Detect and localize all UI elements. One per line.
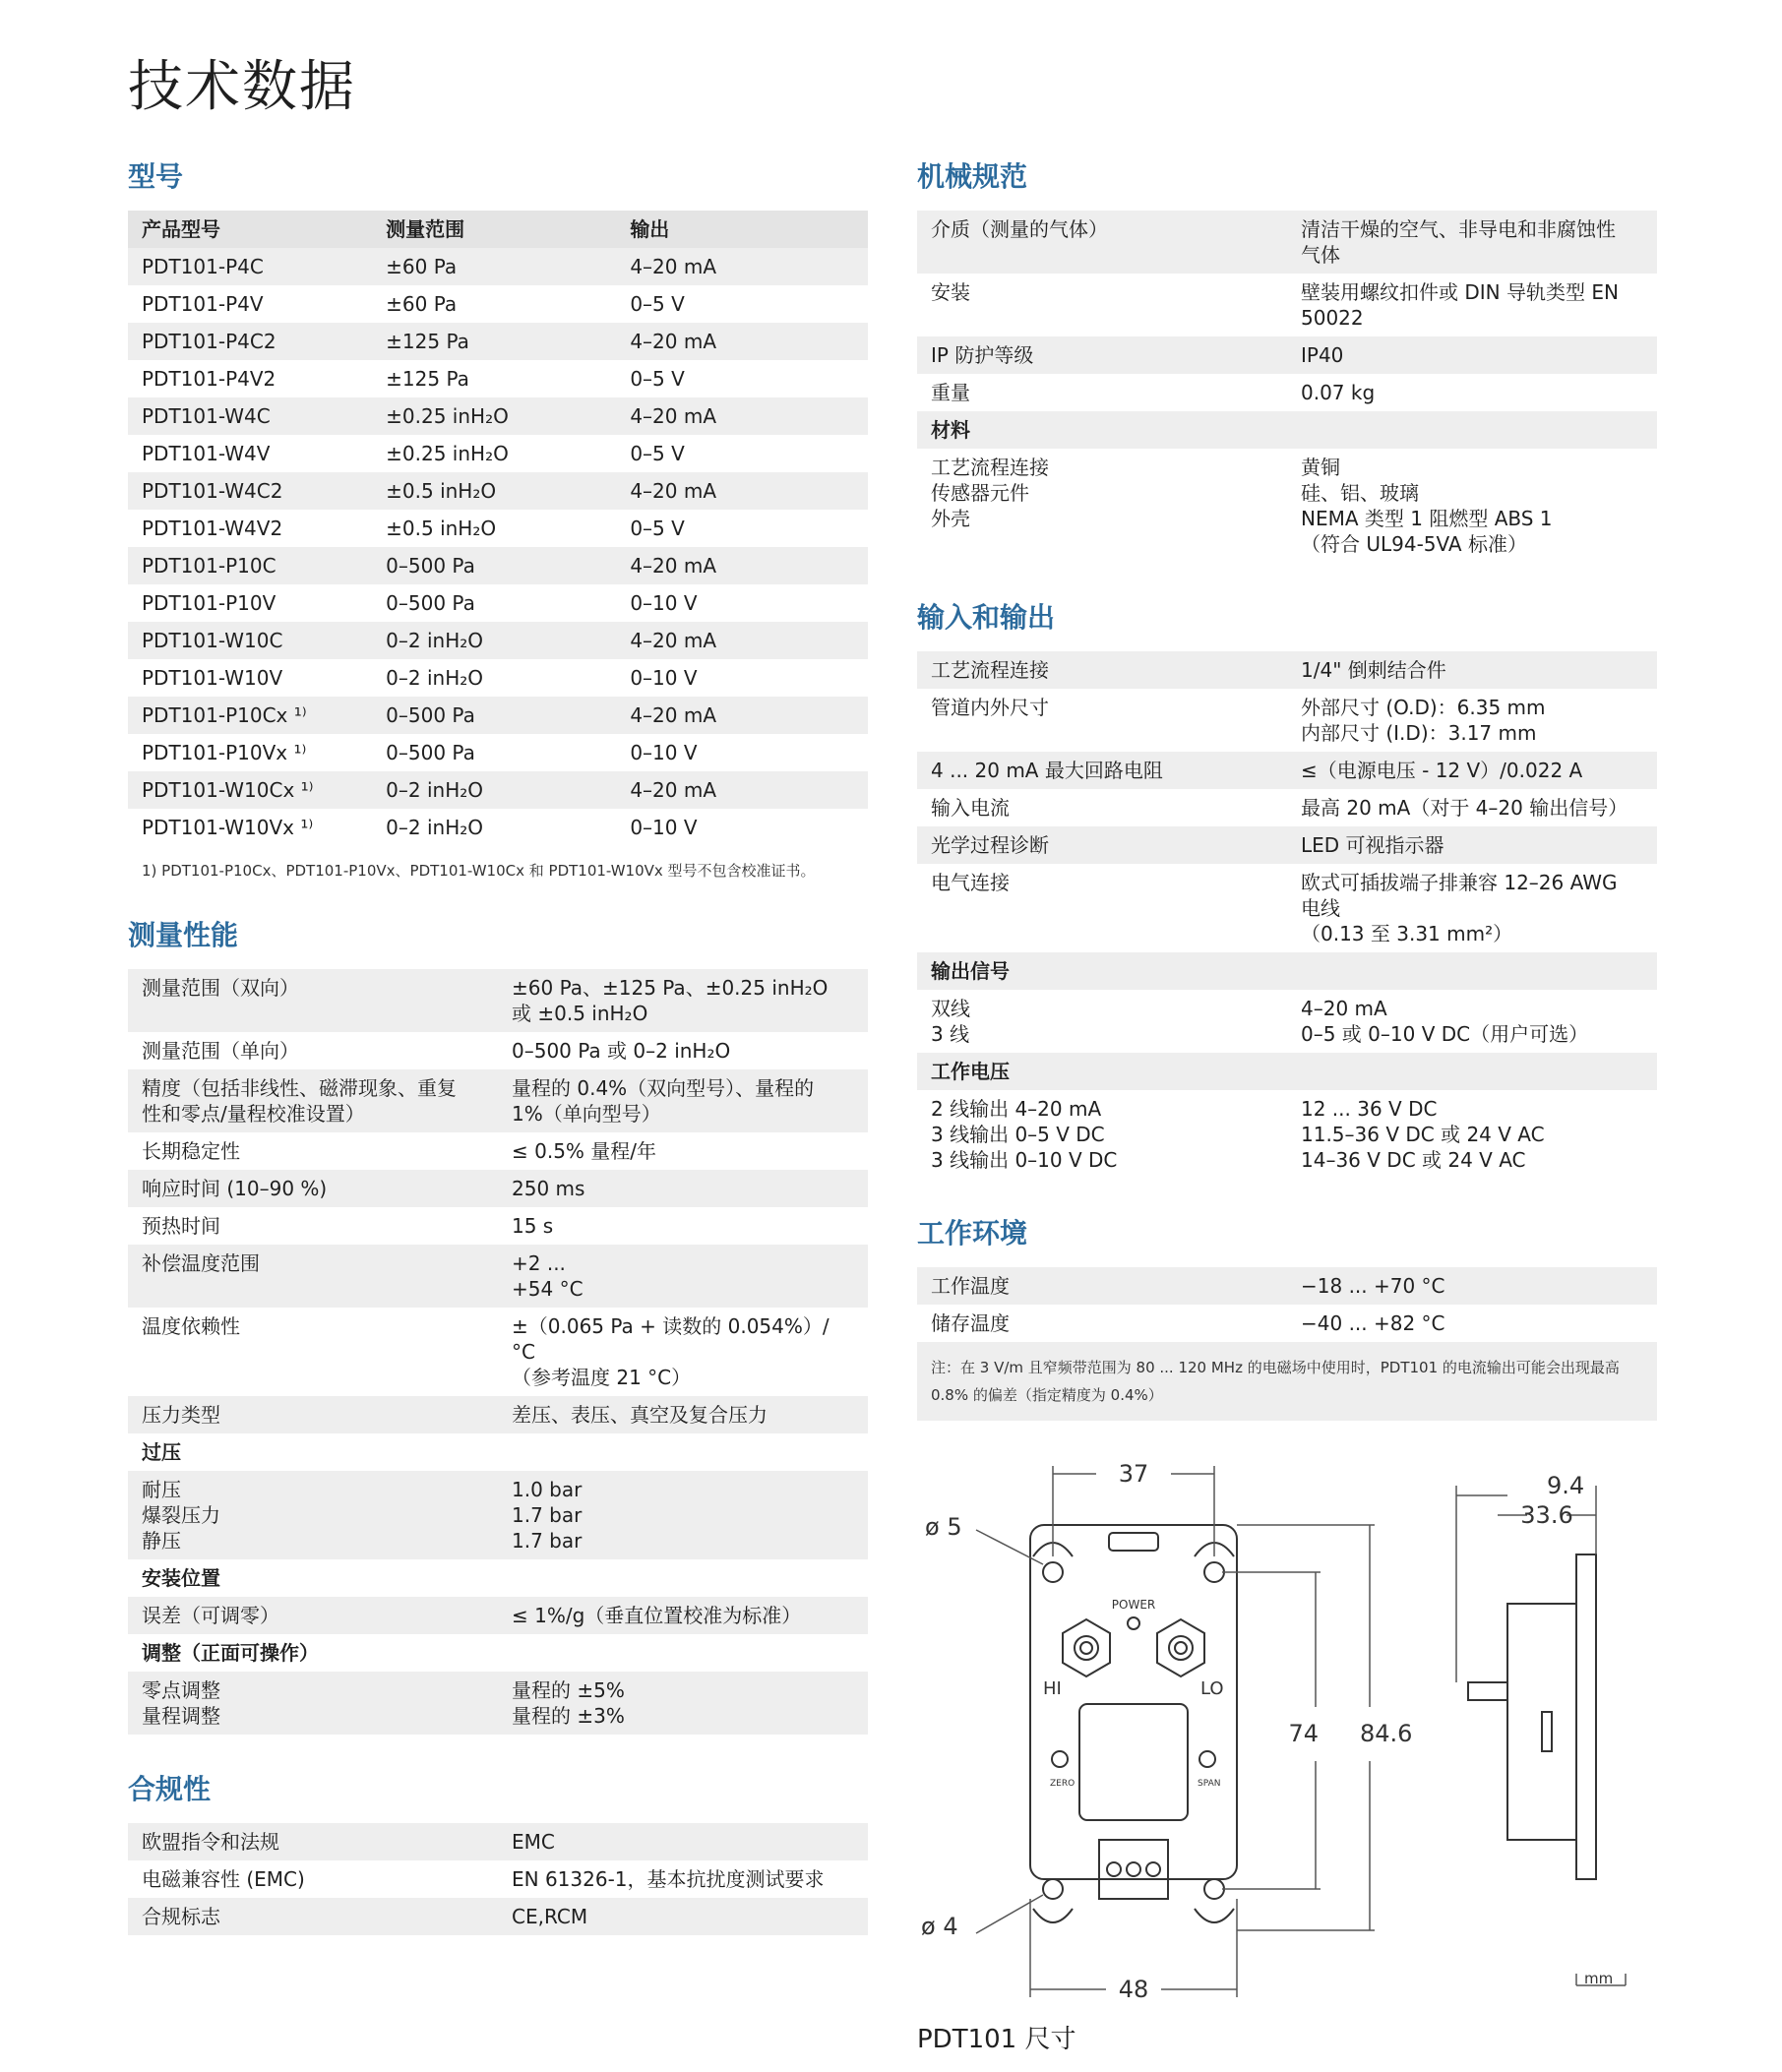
- row-value: 0–500 Pa 或 0–2 inH₂O: [498, 1032, 868, 1069]
- table-row: [128, 1207, 868, 1245]
- row-value: ≤（电源电压 - 12 V）/0.022 A: [1287, 752, 1657, 789]
- row-value: ±（0.065 Pa + 读数的 0.054%）/ °C （参考温度 21 °C）: [498, 1308, 868, 1396]
- model-cell: PDT101-W10Vx ¹⁾: [128, 809, 372, 846]
- row-value: 清洁干燥的空气、非导电和非腐蚀性 气体: [1287, 211, 1657, 274]
- row-label: IP 防护等级: [917, 336, 1287, 374]
- row-value: 12 ... 36 V DC 11.5–36 V DC 或 24 V AC 14–36 V DC 或 24 V AC: [1287, 1090, 1657, 1179]
- section-title-mechanical: 机械规范: [917, 160, 1028, 193]
- range-cell: ±0.5 inH₂O: [372, 472, 616, 510]
- row-value: 0.07 kg: [1287, 374, 1657, 411]
- table-row: [917, 689, 1657, 752]
- mount-hole-top-left: [1043, 1562, 1063, 1582]
- table-row: [917, 1053, 1657, 1090]
- row-label: 工作电压: [917, 1053, 1287, 1090]
- row-label: 误差（可调零）: [128, 1597, 498, 1634]
- header-output: 输出: [616, 211, 868, 248]
- row-label: 电磁兼容性 (EMC): [128, 1860, 498, 1898]
- table-row: [917, 374, 1657, 411]
- row-value: [498, 1634, 868, 1672]
- model-cell: PDT101-W4C: [128, 397, 372, 435]
- range-cell: ±125 Pa: [372, 360, 616, 397]
- environment-note: 注：在 3 V/m 且窄频带范围为 80 ... 120 MHz 的电磁场中使用时，PDT101 的电流输出可能会出现最高 0.8% 的偏差（指定精度为 0.4%）: [917, 1342, 1657, 1421]
- mount-hole-top-right: [1204, 1562, 1224, 1582]
- row-label: 4 ... 20 mA 最大回路电阻: [917, 752, 1287, 789]
- dim-height-inner: 74: [1288, 1720, 1319, 1747]
- header-model: 产品型号: [128, 211, 372, 248]
- output-cell: 0–5 V: [616, 510, 868, 547]
- port-lo: [1157, 1619, 1204, 1676]
- row-value: 最高 20 mA（对于 4–20 输出信号）: [1287, 789, 1657, 826]
- row-value: 4–20 mA 0–5 或 0–10 V DC（用户可选）: [1287, 990, 1657, 1053]
- mount-hole-bottom-left: [1043, 1879, 1063, 1899]
- table-row: [917, 336, 1657, 374]
- unit-label: mm: [1584, 1970, 1614, 1987]
- range-cell: 0–2 inH₂O: [372, 771, 616, 809]
- row-label: 温度依赖性: [128, 1308, 498, 1396]
- table-row: [128, 1032, 868, 1069]
- model-cell: PDT101-P4C2: [128, 323, 372, 360]
- model-cell: PDT101-W4V: [128, 435, 372, 472]
- row-value: [1287, 1053, 1657, 1090]
- model-cell: PDT101-P4V2: [128, 360, 372, 397]
- model-cell: PDT101-P10Cx ¹⁾: [128, 697, 372, 734]
- row-label: 工艺流程连接: [917, 651, 1287, 689]
- dimension-drawing: [917, 1446, 1657, 2017]
- row-value: EN 61326-1，基本抗扰度测试要求: [498, 1860, 868, 1898]
- table-row: [917, 826, 1657, 864]
- row-label: 输出信号: [917, 952, 1287, 990]
- table-row: [128, 323, 868, 360]
- table-row: [128, 1634, 868, 1672]
- row-label: 精度（包括非线性、磁滞现象、重复 性和零点/量程校准设置）: [128, 1069, 498, 1132]
- environment-table: [917, 1267, 1657, 1342]
- model-cell: PDT101-W10Cx ¹⁾: [128, 771, 372, 809]
- page-title: 技术数据: [128, 55, 356, 119]
- table-row: [128, 472, 868, 510]
- table-row: [128, 734, 868, 771]
- table-row: [128, 1433, 868, 1471]
- table-row: [128, 622, 868, 659]
- table-row: [917, 274, 1657, 336]
- range-cell: 0–500 Pa: [372, 697, 616, 734]
- section-title-environment: 工作环境: [917, 1217, 1028, 1249]
- table-row: [128, 1471, 868, 1559]
- output-cell: 0–10 V: [616, 584, 868, 622]
- row-value: ≤ 0.5% 量程/年: [498, 1132, 868, 1170]
- row-value: [498, 1559, 868, 1597]
- row-value: 量程的 ±5% 量程的 ±3%: [498, 1672, 868, 1735]
- table-row: [128, 584, 868, 622]
- row-label: 管道内外尺寸: [917, 689, 1287, 752]
- performance-table: [128, 969, 868, 1735]
- table-row: [128, 1672, 868, 1735]
- header-range: 测量范围: [372, 211, 616, 248]
- table-row: [128, 697, 868, 734]
- output-cell: 4–20 mA: [616, 622, 868, 659]
- table-row: [128, 1245, 868, 1308]
- table-row: [128, 248, 868, 285]
- row-value: [1287, 952, 1657, 990]
- row-label: 测量范围（单向）: [128, 1032, 498, 1069]
- section-title-compliance: 合规性: [128, 1773, 212, 1805]
- barb-fitting: [1468, 1682, 1507, 1700]
- output-cell: 4–20 mA: [616, 323, 868, 360]
- row-value: [498, 1433, 868, 1471]
- row-value: ±60 Pa、±125 Pa、±0.25 inH₂O 或 ±0.5 inH₂O: [498, 969, 868, 1032]
- zero-trimmer: [1052, 1751, 1068, 1767]
- table-row: [128, 285, 868, 323]
- row-label: 测量范围（双向）: [128, 969, 498, 1032]
- model-cell: PDT101-P10C: [128, 547, 372, 584]
- range-cell: 0–500 Pa: [372, 584, 616, 622]
- range-cell: ±60 Pa: [372, 248, 616, 285]
- model-cell: PDT101-W10C: [128, 622, 372, 659]
- range-cell: 0–2 inH₂O: [372, 622, 616, 659]
- mechanical-table: [917, 211, 1657, 563]
- right-column: [917, 155, 1657, 1421]
- row-value: −40 ... +82 °C: [1287, 1305, 1657, 1342]
- row-label: 长期稳定性: [128, 1132, 498, 1170]
- row-label: 电气连接: [917, 864, 1287, 952]
- dim-depth: 33.6: [1520, 1501, 1573, 1529]
- model-cell: PDT101-W4C2: [128, 472, 372, 510]
- table-row: [917, 411, 1657, 449]
- table-row: [128, 1597, 868, 1634]
- table-row: [128, 809, 868, 846]
- row-value: 外部尺寸 (O.D)：6.35 mm 内部尺寸 (I.D)：3.17 mm: [1287, 689, 1657, 752]
- model-cell: PDT101-W10V: [128, 659, 372, 697]
- row-value: [1287, 411, 1657, 449]
- row-label: 补偿温度范围: [128, 1245, 498, 1308]
- table-row: [917, 952, 1657, 990]
- row-label: 安装: [917, 274, 1287, 336]
- row-value: EMC: [498, 1823, 868, 1860]
- range-cell: 0–500 Pa: [372, 547, 616, 584]
- output-cell: 0–5 V: [616, 360, 868, 397]
- row-label: 欧盟指令和法规: [128, 1823, 498, 1860]
- row-label: 工作温度: [917, 1267, 1287, 1305]
- output-cell: 0–5 V: [616, 285, 868, 323]
- row-label: 预热时间: [128, 1207, 498, 1245]
- model-cell: PDT101-P10V: [128, 584, 372, 622]
- range-cell: ±0.25 inH₂O: [372, 397, 616, 435]
- table-row: [128, 659, 868, 697]
- row-label: 耐压 爆裂压力 静压: [128, 1471, 498, 1559]
- range-cell: ±0.5 inH₂O: [372, 510, 616, 547]
- range-cell: ±0.25 inH₂O: [372, 435, 616, 472]
- table-row: [917, 789, 1657, 826]
- table-row: [128, 397, 868, 435]
- row-label: 重量: [917, 374, 1287, 411]
- label-span: SPAN: [1198, 1779, 1221, 1789]
- section-title-performance: 测量性能: [128, 919, 239, 951]
- output-cell: 0–10 V: [616, 809, 868, 846]
- label-zero: ZERO: [1050, 1779, 1075, 1789]
- table-row: [128, 435, 868, 472]
- row-value: CE,RCM: [498, 1898, 868, 1935]
- output-cell: 4–20 mA: [616, 547, 868, 584]
- row-value: 欧式可插拔端子排兼容 12–26 AWG 电线 （0.13 至 3.31 mm²）: [1287, 864, 1657, 952]
- dim-height-outer: 84.6: [1360, 1720, 1413, 1747]
- row-label: 响应时间 (10–90 %): [128, 1170, 498, 1207]
- output-cell: 4–20 mA: [616, 771, 868, 809]
- row-value: 1.0 bar 1.7 bar 1.7 bar: [498, 1471, 868, 1559]
- row-value: 15 s: [498, 1207, 868, 1245]
- table-row: [128, 1069, 868, 1132]
- output-cell: 0–5 V: [616, 435, 868, 472]
- row-label: 光学过程诊断: [917, 826, 1287, 864]
- table-row: [917, 1305, 1657, 1342]
- table-row: [128, 1559, 868, 1597]
- output-cell: 0–10 V: [616, 659, 868, 697]
- row-value: 250 ms: [498, 1170, 868, 1207]
- range-cell: ±60 Pa: [372, 285, 616, 323]
- row-value: IP40: [1287, 336, 1657, 374]
- row-label: 介质（测量的气体）: [917, 211, 1287, 274]
- table-row: [917, 864, 1657, 952]
- terminal-block: [1099, 1840, 1168, 1899]
- row-label: 输入电流: [917, 789, 1287, 826]
- output-cell: 4–20 mA: [616, 697, 868, 734]
- table-row: [128, 1898, 868, 1935]
- label-power: POWER: [1111, 1598, 1156, 1612]
- mount-hole-bottom-right: [1204, 1879, 1224, 1899]
- section-title-models: 型号: [128, 160, 184, 193]
- table-row: [128, 1860, 868, 1898]
- dim-hole-top: ø 5: [925, 1513, 962, 1541]
- range-cell: ±125 Pa: [372, 323, 616, 360]
- table-header-row: [128, 211, 868, 248]
- row-value: +2 ... +54 °C: [498, 1245, 868, 1308]
- table-row: [917, 449, 1657, 563]
- range-cell: 0–500 Pa: [372, 734, 616, 771]
- output-cell: 0–10 V: [616, 734, 868, 771]
- table-row: [128, 969, 868, 1032]
- section-title-io: 输入和输出: [917, 601, 1056, 634]
- row-label: 零点调整 量程调整: [128, 1672, 498, 1735]
- table-row: [128, 1308, 868, 1396]
- models-footnote: 1) PDT101-P10Cx、PDT101-P10Vx、PDT101-W10Cx 和 PDT101-W10Vx 型号不包含校准证书。: [142, 862, 816, 880]
- row-label: 双线 3 线: [917, 990, 1287, 1053]
- model-cell: PDT101-W4V2: [128, 510, 372, 547]
- span-trimmer: [1199, 1751, 1215, 1767]
- table-row: [128, 510, 868, 547]
- table-row: [917, 1267, 1657, 1305]
- output-cell: 4–20 mA: [616, 472, 868, 510]
- table-row: [128, 1823, 868, 1860]
- label-lo: LO: [1200, 1678, 1224, 1699]
- row-label: 合规标志: [128, 1898, 498, 1935]
- compliance-table: [128, 1823, 868, 1935]
- row-value: 量程的 0.4%（双向型号）、量程的 1%（单向型号）: [498, 1069, 868, 1132]
- row-label: 调整（正面可操作）: [128, 1634, 498, 1672]
- row-value: 差压、表压、真空及复合压力: [498, 1396, 868, 1433]
- table-row: [917, 1090, 1657, 1179]
- models-table: [128, 211, 868, 846]
- table-row: [128, 771, 868, 809]
- row-label: 过压: [128, 1433, 498, 1471]
- range-cell: 0–2 inH₂O: [372, 659, 616, 697]
- row-value: 黄铜 硅、铝、玻璃 NEMA 类型 1 阻燃型 ABS 1 （符合 UL94-5VA 标准）: [1287, 449, 1657, 563]
- table-row: [128, 1396, 868, 1433]
- row-value: ≤ 1%/g（垂直位置校准为标准）: [498, 1597, 868, 1634]
- dim-width-bottom: 48: [1118, 1976, 1149, 2003]
- label-hi: HI: [1043, 1678, 1062, 1699]
- power-led: [1128, 1617, 1139, 1629]
- row-label: 材料: [917, 411, 1287, 449]
- range-cell: 0–2 inH₂O: [372, 809, 616, 846]
- row-value: LED 可视指示器: [1287, 826, 1657, 864]
- io-table: [917, 651, 1657, 1179]
- row-value: 1/4" 倒刺结合件: [1287, 651, 1657, 689]
- model-cell: PDT101-P4C: [128, 248, 372, 285]
- row-label: 储存温度: [917, 1305, 1287, 1342]
- row-label: 2 线输出 4–20 mA 3 线输出 0–5 V DC 3 线输出 0–10 V DC: [917, 1090, 1287, 1179]
- row-label: 工艺流程连接 传感器元件 外壳: [917, 449, 1287, 563]
- table-row: [917, 651, 1657, 689]
- model-cell: PDT101-P10Vx ¹⁾: [128, 734, 372, 771]
- table-row: [128, 360, 868, 397]
- row-label: 压力类型: [128, 1396, 498, 1433]
- diagram-caption: PDT101 尺寸: [917, 2025, 1076, 2054]
- table-row: [128, 1170, 868, 1207]
- dim-hole-bottom: ø 4: [921, 1913, 958, 1940]
- table-row: [917, 990, 1657, 1053]
- row-value: 壁装用螺纹扣件或 DIN 导轨类型 EN 50022: [1287, 274, 1657, 336]
- table-row: [128, 547, 868, 584]
- model-cell: PDT101-P4V: [128, 285, 372, 323]
- port-hi: [1063, 1619, 1110, 1676]
- left-column: [128, 155, 868, 1935]
- dim-depth-small: 9.4: [1547, 1472, 1585, 1499]
- output-cell: 4–20 mA: [616, 397, 868, 435]
- row-label: 安装位置: [128, 1559, 498, 1597]
- dim-width-top: 37: [1118, 1460, 1149, 1488]
- table-row: [128, 1132, 868, 1170]
- table-row: [917, 211, 1657, 274]
- output-cell: 4–20 mA: [616, 248, 868, 285]
- table-row: [917, 752, 1657, 789]
- row-value: −18 ... +70 °C: [1287, 1267, 1657, 1305]
